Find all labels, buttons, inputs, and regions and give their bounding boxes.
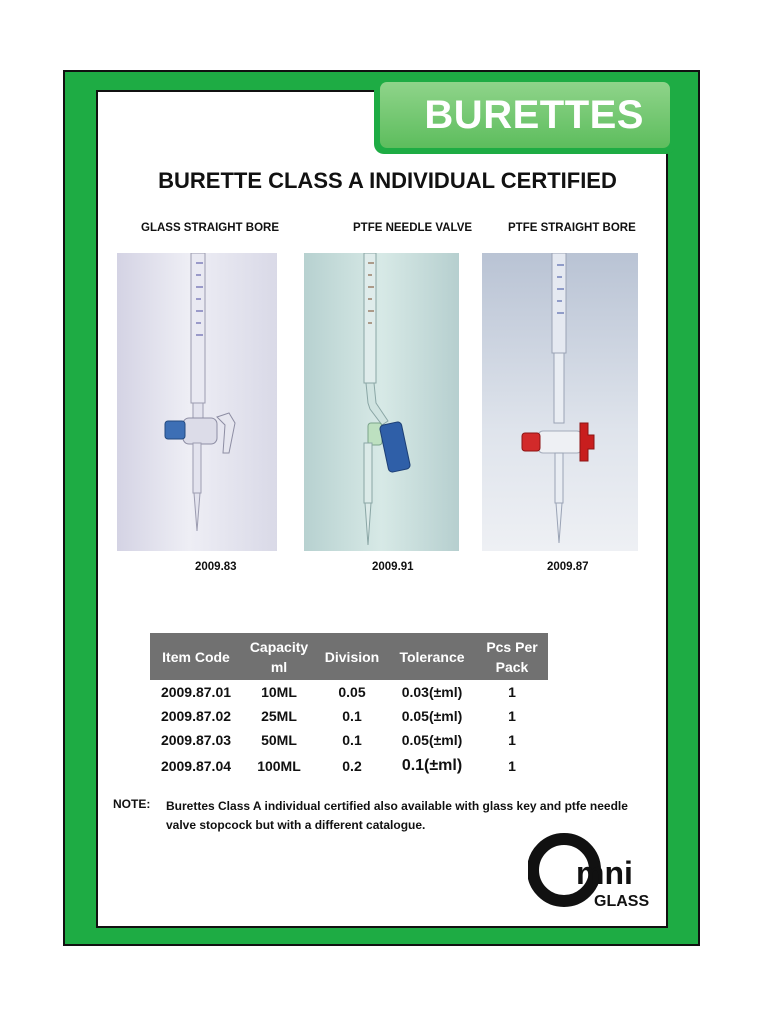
category-tab (374, 76, 676, 154)
product-label-2: PTFE NEEDLE VALVE (353, 222, 473, 234)
cell-division: 0.1 (342, 732, 362, 748)
burette-glass-straight-bore-icon (117, 253, 277, 551)
cell-tolerance: 0.05(±ml) (401, 708, 463, 724)
product-label-3: PTFE STRAIGHT BORE (508, 222, 636, 234)
note-label: NOTE: (113, 797, 151, 811)
cell-tolerance: 0.1(±ml) (401, 757, 463, 774)
product-label-1: GLASS STRAIGHT BORE (141, 222, 280, 234)
page-title: BURETTE CLASS A INDIVIDUAL CERTIFIED (158, 168, 617, 193)
table-header-row (150, 633, 548, 680)
burette-ptfe-needle-valve-icon (304, 253, 459, 551)
cell-division: 0.05 (338, 684, 366, 700)
cell-capacity: 50ML (261, 732, 297, 748)
cell-item-code: 2009.87.01 (160, 684, 232, 700)
cell-capacity: 100ML (257, 758, 301, 774)
logo-mni: mni (576, 855, 633, 891)
cell-tolerance: 0.03(±ml) (401, 684, 463, 700)
note-text: Burettes Class A individual certified also available with glass key and ptfe needle valve stopcock but with a different catalogue. (166, 799, 628, 832)
cell-pcs: 1 (508, 758, 516, 774)
cell-item-code: 2009.87.02 (160, 708, 232, 724)
omni-glass-logo-icon (528, 830, 656, 910)
cell-capacity: 10ML (261, 684, 297, 700)
product-code-2: 2009.91 (372, 561, 414, 573)
header-item-code: Item Code (150, 633, 242, 680)
header-tolerance: Tolerance (388, 633, 476, 680)
product-code-3: 2009.87 (547, 561, 589, 573)
header-division: Division (316, 633, 388, 680)
product-code-1: 2009.83 (195, 561, 237, 573)
specification-table (150, 633, 548, 780)
cell-tolerance: 0.05(±ml) (401, 732, 463, 748)
table-row (150, 752, 548, 780)
logo-glass: GLASS (594, 893, 650, 910)
table-row (150, 680, 548, 704)
cell-pcs: 1 (508, 732, 516, 748)
cell-pcs: 1 (508, 708, 516, 724)
category-tab-label: BURETTES (424, 92, 644, 137)
cell-division: 0.2 (342, 758, 362, 774)
burette-ptfe-straight-bore-icon (482, 253, 638, 551)
table-row (150, 704, 548, 728)
cell-capacity: 25ML (261, 708, 297, 724)
table-row (150, 728, 548, 752)
header-capacity: Capacity ml (242, 633, 316, 680)
cell-item-code: 2009.87.03 (160, 732, 232, 748)
cell-item-code: 2009.87.04 (160, 758, 232, 774)
cell-pcs: 1 (508, 684, 516, 700)
header-pcs-per-pack: Pcs Per Pack (476, 633, 548, 680)
cell-division: 0.1 (342, 708, 362, 724)
